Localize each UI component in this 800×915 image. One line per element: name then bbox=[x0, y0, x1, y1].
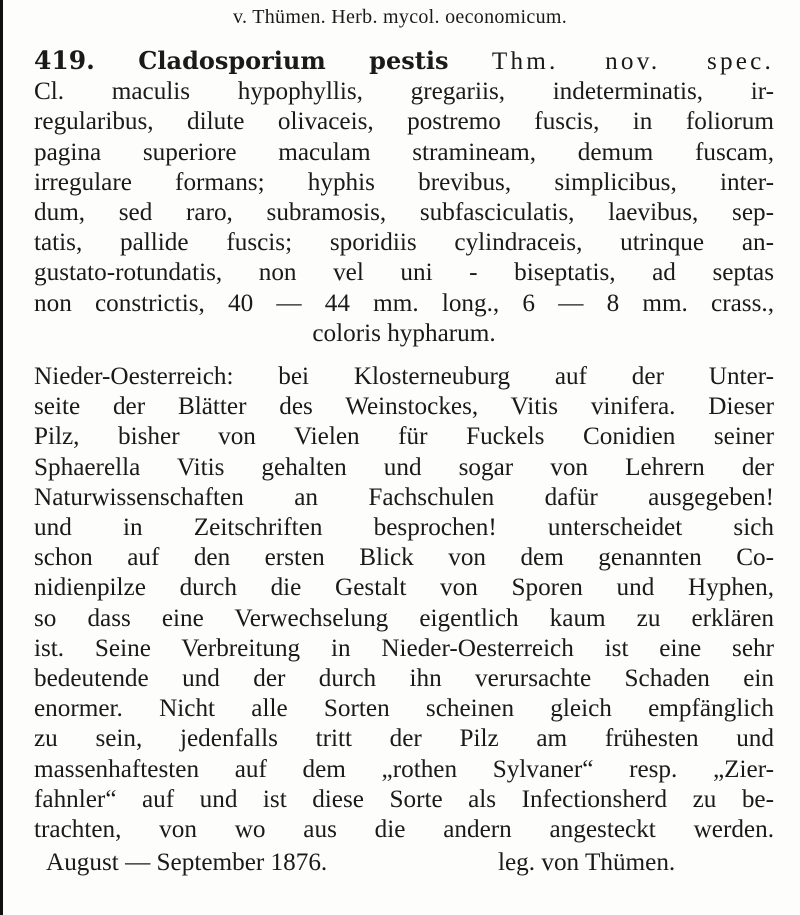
species-entry bbox=[34, 46, 774, 349]
observation-line: Pilz, bisher von Vielen für Fuckels Conidien seiner bbox=[34, 423, 774, 451]
author-citation: Thm. nov. spec. bbox=[491, 48, 775, 75]
collection-date: August — September 1876. bbox=[46, 849, 328, 876]
entry-number: 419. bbox=[34, 46, 95, 75]
observation-line: und in Zeitschriften besprochen! unterscheidet sich bbox=[34, 514, 774, 542]
observation-paragraph bbox=[34, 362, 774, 845]
observation-line: so dass eine Verwechselung eigentlich kaum zu erklären bbox=[34, 604, 774, 632]
observation-line: zu sein, jedenfalls tritt der Pilz am frühesten und bbox=[34, 725, 774, 753]
running-head: v. Thümen. Herb. mycol. oeconomicum. bbox=[232, 6, 568, 28]
observation-line: massenhaftesten auf dem „rothen Sylvaner“ resp. „Zier- bbox=[34, 755, 774, 783]
entry-heading bbox=[34, 46, 774, 77]
observation-line: Nieder-Oesterreich: bei Klosterneuburg auf der Unter- bbox=[34, 363, 774, 390]
page-left-edge bbox=[0, 0, 3, 915]
diagnosis-line: pagina superiore maculam stramineam, demum fuscam, bbox=[34, 138, 774, 166]
observation-line: fahnler“ auf und ist diese Sorte als Infectionsherd zu be- bbox=[34, 785, 774, 813]
diagnosis-line: tatis, pallide fuscis; sporidiis cylindraceis, utrinque an- bbox=[34, 229, 774, 257]
diagnosis-line: irregulare formans; hyphis brevibus, simplicibus, inter- bbox=[34, 168, 774, 196]
observation-line: schon auf den ersten Blick von dem genannten Co- bbox=[34, 544, 774, 572]
diagnosis-line: regularibus, dilute olivaceis, postremo fuscis, in foliorum bbox=[34, 108, 774, 136]
observation-line: trachten, von wo aus die andern angesteckt werden. bbox=[34, 816, 774, 844]
observation-line: enormer. Nicht alle Sorten scheinen gleich empfänglich bbox=[34, 695, 774, 723]
diagnosis-line: non constrictis, 40 — 44 mm. long., 6 — 8 mm. crass., bbox=[34, 289, 774, 317]
diagnosis-line: coloris hypharum. bbox=[312, 319, 496, 347]
observation-line: seite der Blätter des Weinstockes, Vitis vinifera. Dieser bbox=[34, 393, 774, 421]
observation-line: Sphaerella Vitis gehalten und sogar von Lehrern der bbox=[34, 453, 774, 481]
observation-line: Naturwissenschaften an Fachschulen dafür ausgegeben! bbox=[34, 483, 774, 511]
diagnosis-line: Cl. maculis hypophyllis, gregariis, indeterminatis, ir- bbox=[34, 78, 774, 106]
observation-line: bedeutende und der durch ihn verursachte Schaden ein bbox=[34, 665, 774, 693]
observation-line: ist. Seine Verbreitung in Nieder-Oesterreich ist eine sehr bbox=[34, 634, 774, 662]
genus-name: Cladosporium bbox=[138, 46, 326, 75]
diagnosis-line: dum, sed raro, subramosis, subfasciculatis, laevibus, sep- bbox=[34, 199, 774, 227]
diagnosis-line: gustato-rotundatis, non vel uni - biseptatis, ad septas bbox=[34, 259, 774, 287]
collector: leg. von Thümen. bbox=[498, 849, 676, 876]
observation-line: nidienpilze durch die Gestalt von Sporen und Hyphen, bbox=[34, 574, 774, 602]
species-epithet: pestis bbox=[369, 46, 449, 75]
